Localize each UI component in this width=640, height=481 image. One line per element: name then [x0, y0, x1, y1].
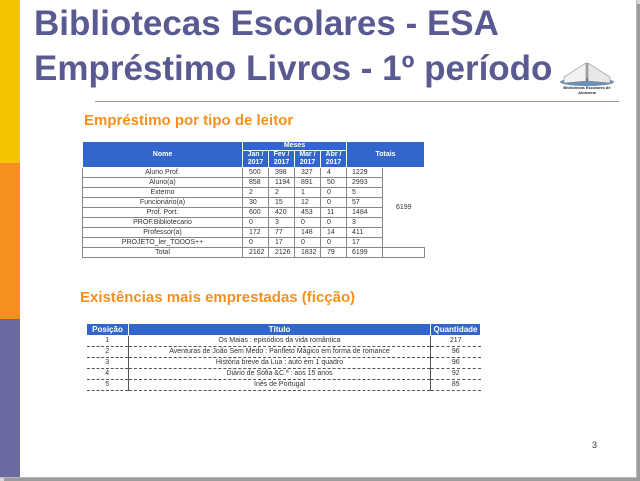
- month-value-cell: 453: [295, 208, 321, 218]
- month-value-cell: 0: [321, 238, 347, 248]
- table-row: [83, 198, 425, 208]
- logo-caption: Bibliotecas Escolares de Alcanena: [563, 85, 611, 95]
- month-value-cell: 420: [269, 208, 295, 218]
- reader-type-cell: Aluno Prof.: [83, 168, 243, 178]
- month-value-cell: 398: [269, 168, 295, 178]
- month-value-cell: 1: [295, 188, 321, 198]
- table-row: [83, 208, 425, 218]
- quantity-cell: 85: [431, 380, 481, 391]
- header-month-year: 2017: [299, 159, 316, 166]
- empty-cell: [383, 248, 425, 258]
- row-total-cell: 5: [347, 188, 383, 198]
- quantity-cell: 96: [431, 347, 481, 358]
- top-books-table: [86, 323, 481, 391]
- table-row: [87, 347, 481, 358]
- row-total-cell: 411: [347, 228, 383, 238]
- quantity-cell: 217: [431, 336, 481, 347]
- header-name: Nome: [83, 142, 243, 168]
- month-value-cell: 79: [321, 248, 347, 258]
- table-row: [83, 168, 425, 178]
- slide-title-line1: Bibliotecas Escolares - ESA: [34, 4, 499, 43]
- month-value-cell: 1194: [269, 178, 295, 188]
- header-month-top: Fev /: [273, 151, 290, 158]
- reader-type-cell: Prof. Port.: [83, 208, 243, 218]
- month-value-cell: 2: [243, 188, 269, 198]
- month-value-cell: 891: [295, 178, 321, 188]
- row-total-cell: 1484: [347, 208, 383, 218]
- header-month: [295, 151, 321, 168]
- table-row: [83, 188, 425, 198]
- month-value-cell: 0: [243, 238, 269, 248]
- table-row: [83, 248, 425, 258]
- section-heading-top-books: Existências mais emprestadas (ficção): [80, 289, 356, 306]
- reader-type-cell: Aluno(a): [83, 178, 243, 188]
- month-value-cell: 172: [243, 228, 269, 238]
- header-title: Título: [129, 324, 431, 336]
- month-value-cell: 3: [269, 218, 295, 228]
- month-value-cell: 11: [321, 208, 347, 218]
- row-total-cell: 1229: [347, 168, 383, 178]
- row-total-cell: 6199: [347, 248, 383, 258]
- header-quantity: Quantidade: [431, 324, 481, 336]
- reader-type-cell: PROF.Bibliotecario: [83, 218, 243, 228]
- header-month-year: 2017: [247, 159, 264, 166]
- header-month: [243, 151, 269, 168]
- book-title-cell: História breve da Lua : auto em 1 quadro: [129, 358, 431, 369]
- month-value-cell: 858: [243, 178, 269, 188]
- quantity-cell: 96: [431, 358, 481, 369]
- book-title-cell: Os Maias : episódios da vida romântica: [129, 336, 431, 347]
- slide-title-line2: Empréstimo Livros - 1º período: [34, 49, 553, 88]
- table-row: [83, 218, 425, 228]
- month-value-cell: 1832: [295, 248, 321, 258]
- header-month-year: 2017: [273, 159, 290, 166]
- row-total-cell: 3: [347, 218, 383, 228]
- table-row: [87, 369, 481, 380]
- month-value-cell: 0: [295, 218, 321, 228]
- header-month: [269, 151, 295, 168]
- header-months: Meses: [243, 142, 347, 151]
- month-value-cell: 12: [295, 198, 321, 208]
- library-logo: [556, 57, 618, 95]
- page-number: 3: [592, 440, 598, 450]
- row-total-cell: 2993: [347, 178, 383, 188]
- reader-type-cell: Externo: [83, 188, 243, 198]
- book-title-cell: Diário de Sofia &C.ª : aos 15 anos: [129, 369, 431, 380]
- reader-type-cell: PROJETO_ler_TODOS++: [83, 238, 243, 248]
- position-cell: 3: [87, 358, 129, 369]
- table-row: [83, 228, 425, 238]
- loans-by-reader-table: [82, 141, 425, 258]
- month-value-cell: 327: [295, 168, 321, 178]
- accent-bar-yellow: [0, 0, 20, 163]
- table-row: [87, 380, 481, 391]
- month-value-cell: 148: [295, 228, 321, 238]
- book-logo-icon: [556, 57, 618, 87]
- header-totals: Totais: [347, 142, 425, 168]
- title-divider: [95, 101, 619, 102]
- row-total-cell: 57: [347, 198, 383, 208]
- header-month-top: Abr /: [325, 151, 342, 158]
- month-value-cell: 500: [243, 168, 269, 178]
- table-row: [83, 238, 425, 248]
- month-value-cell: 15: [269, 198, 295, 208]
- month-value-cell: 14: [321, 228, 347, 238]
- table-row: [83, 178, 425, 188]
- month-value-cell: 0: [321, 218, 347, 228]
- header-position: Posição: [87, 324, 129, 336]
- table-row: [87, 336, 481, 347]
- month-value-cell: 0: [295, 238, 321, 248]
- month-value-cell: 0: [243, 218, 269, 228]
- header-month-top: Jan /: [247, 151, 264, 158]
- month-value-cell: 77: [269, 228, 295, 238]
- month-value-cell: 2126: [269, 248, 295, 258]
- reader-type-cell: Total: [83, 248, 243, 258]
- position-cell: 2: [87, 347, 129, 358]
- month-value-cell: 600: [243, 208, 269, 218]
- accent-bar-orange: [0, 163, 20, 319]
- grand-total-cell: 6199: [396, 204, 412, 211]
- book-title-cell: Inês de Portugal: [129, 380, 431, 391]
- header-month: [321, 151, 347, 168]
- book-title-cell: Aventuras de João Sem Medo : Panfleto Mágico em forma de romance: [129, 347, 431, 358]
- position-cell: 1: [87, 336, 129, 347]
- section-heading-readers: Empréstimo por tipo de leitor: [84, 112, 294, 129]
- header-month-top: Mar /: [299, 151, 316, 158]
- month-value-cell: 2162: [243, 248, 269, 258]
- reader-type-cell: Professor(a): [83, 228, 243, 238]
- row-total-cell: 17: [347, 238, 383, 248]
- month-value-cell: 0: [321, 198, 347, 208]
- accent-bar-purple: [0, 319, 20, 477]
- position-cell: 5: [87, 380, 129, 391]
- month-value-cell: 2: [269, 188, 295, 198]
- month-value-cell: 17: [269, 238, 295, 248]
- header-month-year: 2017: [325, 159, 342, 166]
- month-value-cell: 50: [321, 178, 347, 188]
- month-value-cell: 0: [321, 188, 347, 198]
- month-value-cell: 30: [243, 198, 269, 208]
- reader-type-cell: Funcionário(a): [83, 198, 243, 208]
- table-row: [87, 358, 481, 369]
- month-value-cell: 4: [321, 168, 347, 178]
- quantity-cell: 92: [431, 369, 481, 380]
- position-cell: 4: [87, 369, 129, 380]
